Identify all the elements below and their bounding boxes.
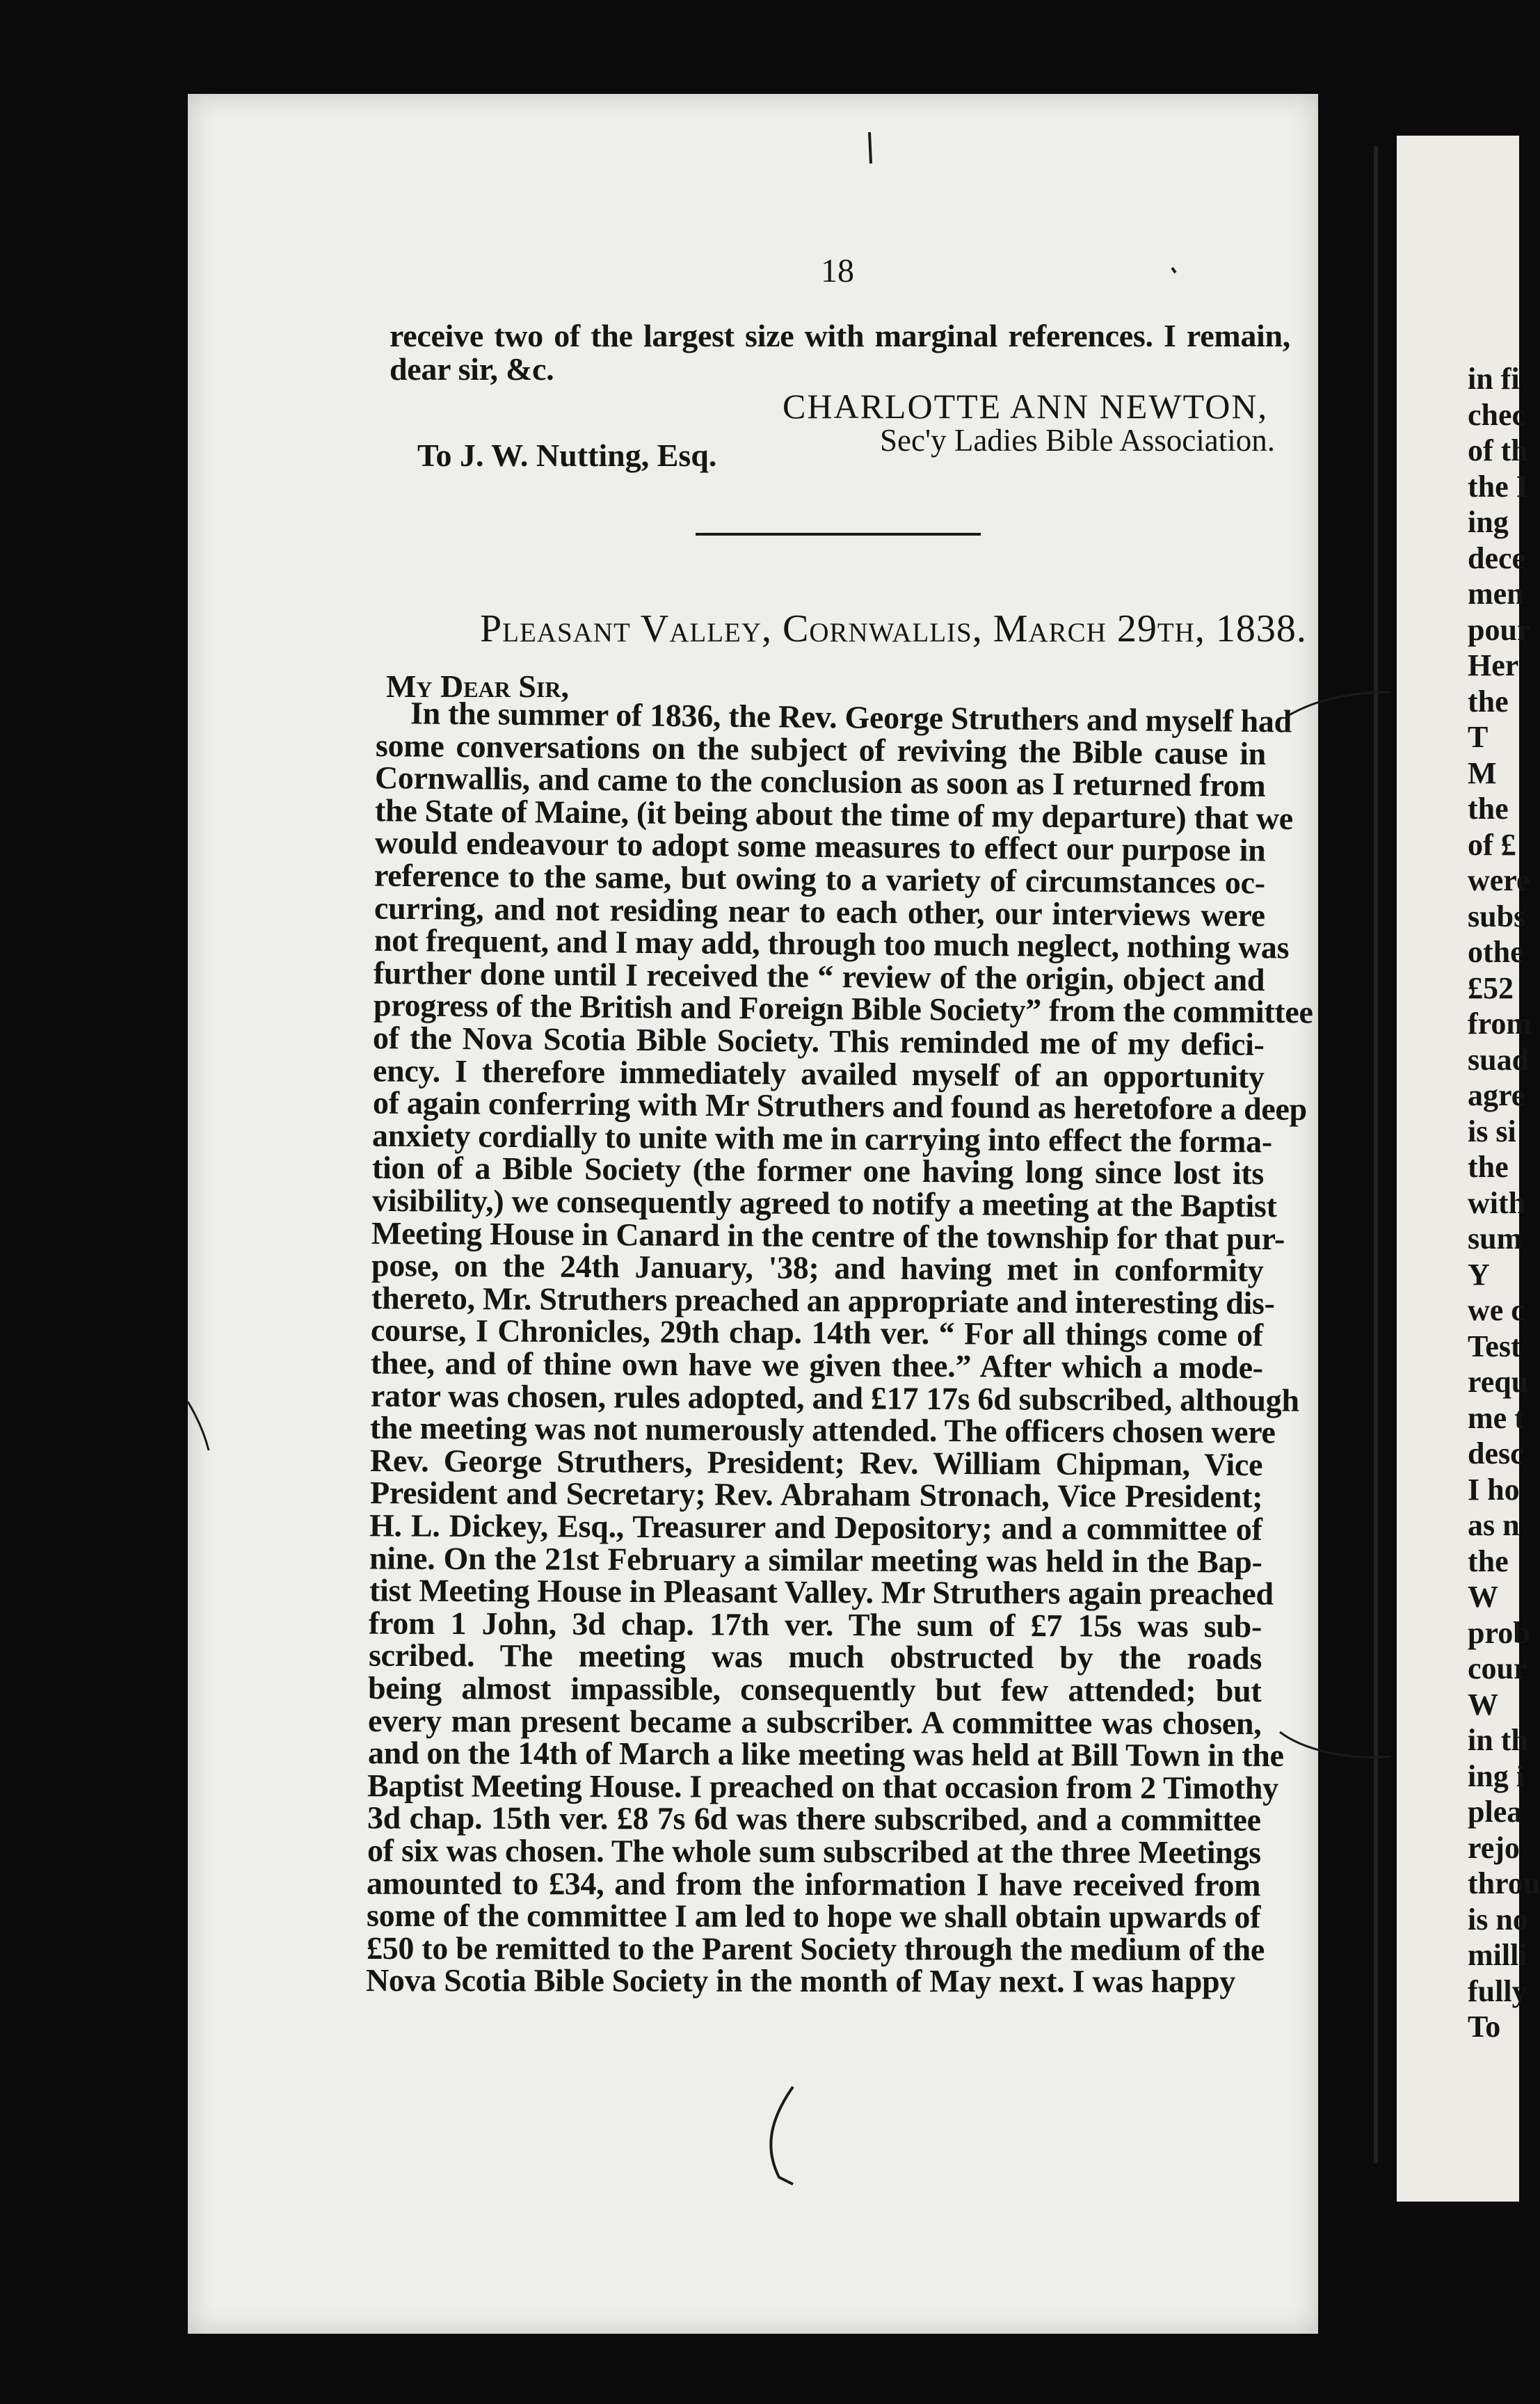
adjacent-page-line: in fi bbox=[1468, 362, 1520, 396]
scan-mark bbox=[1172, 268, 1176, 273]
body-line: anxiety cordially to unite with me in carrying into effect the forma- bbox=[371, 1117, 1273, 1160]
body-line: tion of a Bible Society (the former one having long since lost its bbox=[371, 1150, 1265, 1192]
adjacent-page-line: the bbox=[1468, 684, 1509, 719]
scan-mark bbox=[1287, 692, 1391, 716]
body-line: pose, on the 24th January, '38; and having met in conformity bbox=[371, 1247, 1264, 1289]
body-line: of the Nova Scotia Bible Society. This reminded me of my defici- bbox=[372, 1020, 1265, 1062]
body-line: Nova Scotia Bible Society in the month of May next. I was happy bbox=[365, 1962, 1236, 2000]
adjacent-page-line: of th bbox=[1468, 433, 1528, 467]
body-line: some of the committee I am led to hope we shall obtain upwards of bbox=[366, 1897, 1261, 1935]
adjacent-page-line: M bbox=[1468, 755, 1497, 790]
body-line: Cornwallis, and came to the conclusion as soon as I returned from bbox=[374, 760, 1266, 804]
body-line: progress of the British and Foreign Bible Society” from the committee bbox=[373, 987, 1313, 1030]
letter-heading: Pleasant Valley, Cornwallis, March 29th, 1838. bbox=[480, 607, 1307, 650]
adjacent-page-line: W bbox=[1468, 1687, 1498, 1722]
adjacent-page-line: is si bbox=[1468, 1114, 1516, 1148]
adjacent-page-line: the bbox=[1468, 792, 1509, 826]
body-line: reference to the same, but owing to a variety of circumstances oc- bbox=[374, 857, 1265, 901]
adjacent-page-line: throu bbox=[1468, 1866, 1540, 1900]
scan-mark bbox=[771, 2087, 793, 2184]
body-line: every man present became a subscriber. A committee was chosen, bbox=[367, 1702, 1262, 1741]
body-line: President and Secretary; Rev. Abraham Stronach, Vice President; bbox=[369, 1475, 1263, 1515]
scan-mark bbox=[188, 1402, 209, 1450]
body-line: the State of Maine, (it being about the time of my departure) that we bbox=[374, 792, 1294, 836]
adjacent-page-line: is no bbox=[1468, 1902, 1528, 1937]
page-number: 18 bbox=[821, 253, 854, 289]
adjacent-page-line: the I bbox=[1468, 469, 1528, 504]
body-line: In the summer of 1836, the Rev. George Struthers and myself had bbox=[410, 695, 1292, 739]
adjacent-page-line: in th bbox=[1468, 1723, 1528, 1757]
adjacent-page-line: requ bbox=[1468, 1365, 1529, 1399]
adjacent-page-line: ing i bbox=[1468, 1758, 1525, 1793]
body-line: thee, and of thine own have we given thee.” After which a mode- bbox=[370, 1345, 1263, 1386]
adjacent-page-line: rejo bbox=[1468, 1830, 1520, 1865]
opening-line: receive two of the largest size with marginal references. I remain, bbox=[390, 318, 1290, 353]
adjacent-page-line: me t bbox=[1468, 1400, 1525, 1435]
body-line: tist Meeting House in Pleasant Valley. Mr Struthers again preached bbox=[369, 1572, 1274, 1612]
scan-mark bbox=[869, 132, 871, 163]
adjacent-page-line: Y bbox=[1468, 1257, 1490, 1292]
adjacent-page-line: agre bbox=[1468, 1078, 1525, 1112]
body-line: thereto, Mr. Struthers preached an appropriate and interesting dis- bbox=[371, 1280, 1275, 1321]
adjacent-page-line: Her bbox=[1468, 648, 1519, 682]
adjacent-page-line: dece bbox=[1468, 540, 1526, 575]
adjacent-page-line: milli bbox=[1468, 1938, 1527, 1972]
adjacent-page-line: with bbox=[1468, 1185, 1526, 1220]
body-line: further done until I received the “ review of the origin, object and bbox=[373, 954, 1265, 997]
adjacent-page-line: men bbox=[1468, 577, 1524, 611]
adjacent-page-line: we c bbox=[1468, 1293, 1525, 1327]
adjacent-page-line: desc bbox=[1468, 1436, 1524, 1471]
body-line: some conversations on the subject of reviving the Bible cause in bbox=[375, 727, 1267, 771]
adjacent-page-line: prob bbox=[1468, 1615, 1530, 1650]
adjacent-page-line: chec bbox=[1468, 397, 1526, 432]
signature-name: CHARLOTTE ANN NEWTON, bbox=[783, 387, 1268, 426]
adjacent-page-line: Test bbox=[1468, 1329, 1521, 1363]
body-line: 3d chap. 15th ver. £8 7s 6d was there subscribed, and a committee bbox=[367, 1800, 1261, 1838]
body-line: visibility,) we consequently agreed to notify a meeting at the Baptist bbox=[371, 1182, 1277, 1224]
body-line: scribed. The meeting was much obstructed by the roads bbox=[368, 1637, 1262, 1676]
body-line: not frequent, and I may add, through too much neglect, nothing was bbox=[374, 922, 1290, 965]
signature-title: Sec'y Ladies Bible Association. bbox=[880, 423, 1276, 458]
adjacent-page-line: ing bbox=[1468, 505, 1509, 539]
adjacent-page-line: T bbox=[1468, 720, 1489, 754]
body-line: Baptist Meeting House. I preached on that occasion from 2 Timothy bbox=[367, 1768, 1278, 1806]
adjacent-page-line: fully bbox=[1468, 1973, 1527, 2008]
adjacent-page-line: subs bbox=[1468, 899, 1526, 933]
body-line: course, I Chronicles, 29th chap. 14th ver. “ For all things come of bbox=[370, 1312, 1263, 1353]
adjacent-page-line: of £ bbox=[1468, 827, 1516, 862]
body-line: the meeting was not numerously attended. The officers chosen were bbox=[369, 1409, 1276, 1450]
salutation: My Dear Sir, bbox=[386, 668, 569, 704]
adjacent-page-line: as n bbox=[1468, 1508, 1520, 1542]
adjacent-page-line: from bbox=[1468, 1007, 1532, 1041]
body-line: would endeavour to adopt some measures to effect our purpose in bbox=[374, 824, 1266, 868]
adjacent-page-line: othe bbox=[1468, 935, 1524, 969]
opening-line: dear sir, &c. bbox=[390, 351, 554, 387]
body-line: amounted to £34, and from the information I have received from bbox=[366, 1865, 1261, 1902]
body-line: H. L. Dickey, Esq., Treasurer and Depository; and a committee of bbox=[369, 1507, 1262, 1547]
adjacent-page-line: plea bbox=[1468, 1795, 1523, 1829]
adjacent-page-line: suad bbox=[1468, 1042, 1530, 1077]
body-line: from 1 John, 3d chap. 17th ver. The sum of £7 15s was sub- bbox=[368, 1605, 1262, 1644]
body-line: nine. On the 21st February a similar meeting was held in the Bap- bbox=[369, 1539, 1262, 1580]
body-line: and on the 14th of March a like meeting was held at Bill Town in the bbox=[367, 1735, 1284, 1774]
body-line: £50 to be remitted to the Parent Society through the medium of the bbox=[366, 1930, 1265, 1967]
adjacent-page-line: pour bbox=[1468, 612, 1531, 647]
adjacent-page-line: were bbox=[1468, 863, 1530, 897]
body-line: Rev. George Struthers, President; Rev. William Chipman, Vice bbox=[369, 1442, 1263, 1482]
body-line: of again conferring with Mr Struthers and found as heretofore a deep bbox=[372, 1084, 1308, 1128]
body-line: ency. I therefore immediately availed myself of an opportunity bbox=[372, 1052, 1265, 1095]
adjacent-page-line: sum bbox=[1468, 1221, 1523, 1256]
adjacent-page-line: £52 bbox=[1468, 970, 1514, 1005]
body-line: being almost impassible, consequently but few attended; but bbox=[367, 1669, 1262, 1709]
scan-mark bbox=[1280, 1732, 1391, 1757]
adjacent-page-line: the bbox=[1468, 1544, 1509, 1578]
addressee: To J. W. Nutting, Esq. bbox=[417, 438, 717, 473]
body-line: curring, and not residing near to each other, our interviews were bbox=[374, 890, 1265, 933]
adjacent-page-line: the bbox=[1468, 1150, 1509, 1184]
adjacent-page-line: To bbox=[1468, 2010, 1501, 2044]
adjacent-page-line: I ho bbox=[1468, 1472, 1520, 1507]
body-line: of six was chosen. The whole sum subscribed at the three Meetings bbox=[367, 1832, 1261, 1870]
adjacent-page-line: W bbox=[1468, 1580, 1498, 1614]
adjacent-page-line: cour bbox=[1468, 1651, 1527, 1685]
body-line: rator was chosen, rules adopted, and £17 17s 6d subscribed, although bbox=[370, 1377, 1299, 1418]
body-line: Meeting House in Canard in the centre of the township for that pur- bbox=[371, 1215, 1285, 1256]
